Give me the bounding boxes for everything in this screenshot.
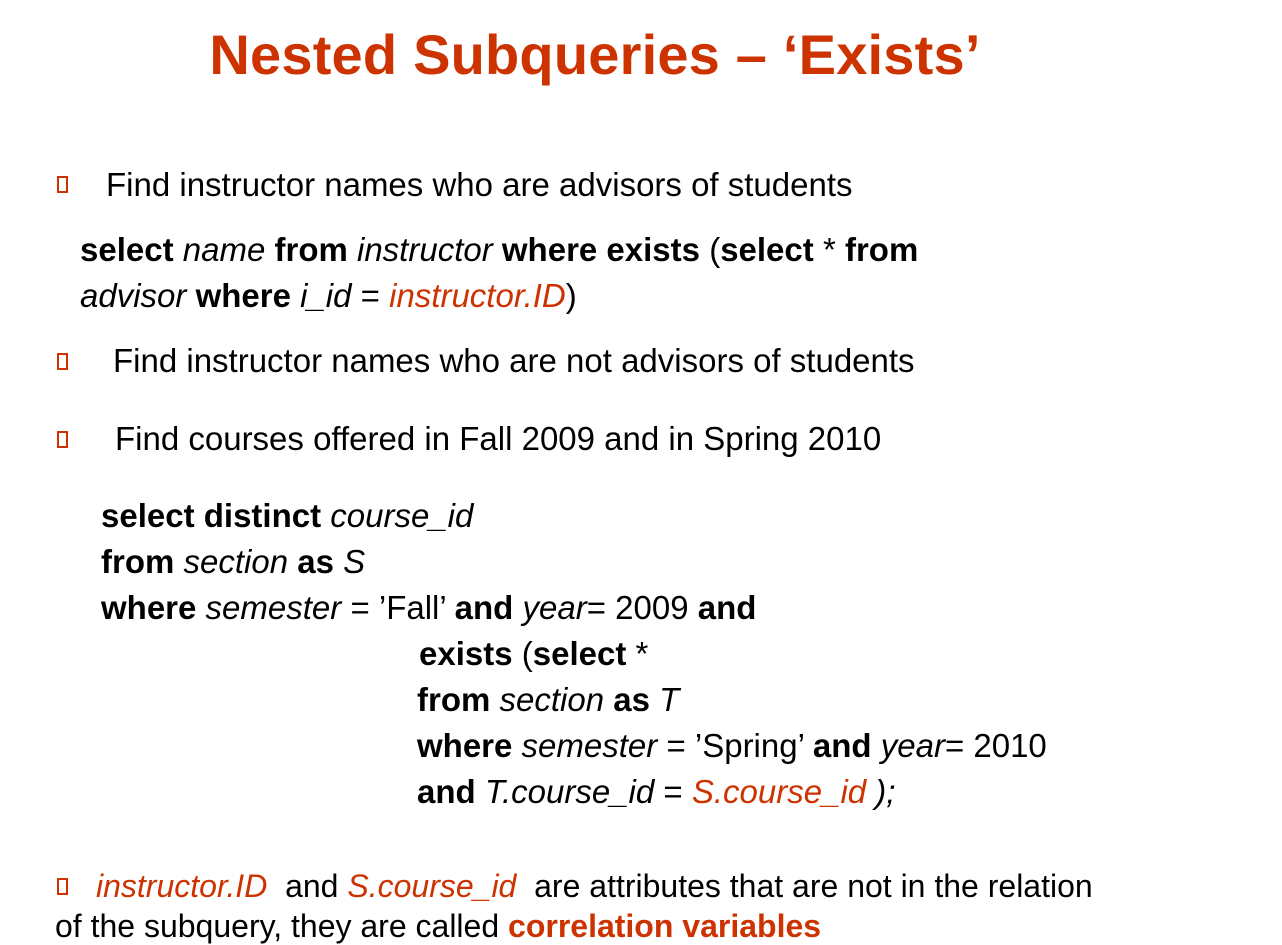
sql-star: *: [635, 635, 649, 672]
bullet-text-advisors: Find instructor names who are advisors of students: [106, 166, 853, 203]
query1-line2: [80, 279, 577, 312]
sql-keyword: and: [417, 773, 476, 810]
sql-keyword: from: [844, 231, 919, 268]
sql-keyword: select: [80, 231, 174, 268]
correlation-variables-term: correlation variables: [508, 908, 822, 944]
sql-keyword: from: [417, 681, 491, 718]
sql-keyword: as: [613, 681, 650, 718]
sql-keyword: exists: [419, 635, 513, 672]
correlation-reference: instructor.ID: [389, 277, 566, 314]
footnote-line1: [96, 870, 1093, 902]
sql-identifier: instructor: [357, 231, 493, 268]
sql-keyword: and: [812, 727, 872, 764]
query2-line7: [417, 775, 895, 808]
sql-identifier: section: [183, 543, 289, 580]
query2-line3: [101, 591, 756, 624]
sql-keyword: where: [195, 277, 291, 314]
sql-paren: (: [709, 231, 721, 268]
sql-star: *: [822, 231, 836, 268]
sql-value: = ’Spring’: [666, 727, 804, 764]
sql-keyword: where: [417, 727, 513, 764]
sql-identifier: advisor: [80, 277, 187, 314]
sql-value: = ’Fall’: [350, 589, 446, 626]
query2-line2: [101, 545, 365, 578]
query1-line1: [80, 233, 918, 266]
correlation-reference: instructor.ID: [96, 868, 268, 904]
sql-identifier: semester: [205, 589, 342, 626]
sql-paren: );: [875, 773, 896, 810]
sql-keyword: where: [101, 589, 197, 626]
sql-keyword: as: [297, 543, 334, 580]
footnote-text: and: [285, 868, 339, 904]
sql-identifier: T.course_id: [484, 773, 655, 810]
sql-value: = 2009: [586, 589, 689, 626]
square-bullet-icon: [57, 176, 68, 193]
slide-title: Nested Subqueries – ‘Exists’: [209, 23, 981, 86]
query2-line6: [417, 729, 1047, 762]
sql-alias: S: [343, 543, 366, 580]
sql-alias: T: [659, 681, 680, 718]
sql-keyword: select: [720, 231, 814, 268]
footnote-text: are attributes that are not in the relation: [534, 868, 1093, 904]
sql-operator: =: [360, 277, 380, 314]
sql-identifier: year: [522, 589, 587, 626]
sql-keyword: from: [101, 543, 175, 580]
sql-keyword: and: [697, 589, 757, 626]
query2-line4: [419, 637, 648, 670]
square-bullet-icon: [57, 431, 68, 448]
sql-keyword: select distinct: [101, 497, 322, 534]
query2-line5: [417, 683, 679, 716]
square-bullet-icon: [57, 353, 68, 370]
footnote-text: of the subquery, they are called: [55, 908, 500, 944]
sql-value: = 2010: [944, 727, 1047, 764]
sql-identifier: course_id: [330, 497, 474, 534]
correlation-reference: S.course_id: [347, 868, 517, 904]
sql-keyword: where exists: [501, 231, 701, 268]
sql-paren: ): [565, 277, 577, 314]
sql-keyword: select: [532, 635, 627, 672]
sql-identifier: name: [182, 231, 266, 268]
sql-keyword: from: [274, 231, 348, 268]
bullet-text-not-advisors: Find instructor names who are not advisors of students: [113, 342, 915, 379]
sql-paren: (: [521, 635, 533, 672]
sql-keyword: and: [454, 589, 514, 626]
sql-identifier: year: [880, 727, 945, 764]
query2-line1: [101, 499, 473, 532]
sql-identifier: semester: [521, 727, 658, 764]
bullet-text-courses: Find courses offered in Fall 2009 and in Spring 2010: [115, 420, 882, 457]
sql-identifier: i_id: [300, 277, 352, 314]
sql-operator: =: [663, 773, 683, 810]
square-bullet-icon: [57, 878, 68, 895]
correlation-reference: S.course_id: [691, 773, 867, 810]
sql-identifier: section: [499, 681, 605, 718]
footnote-line2: [55, 910, 821, 942]
